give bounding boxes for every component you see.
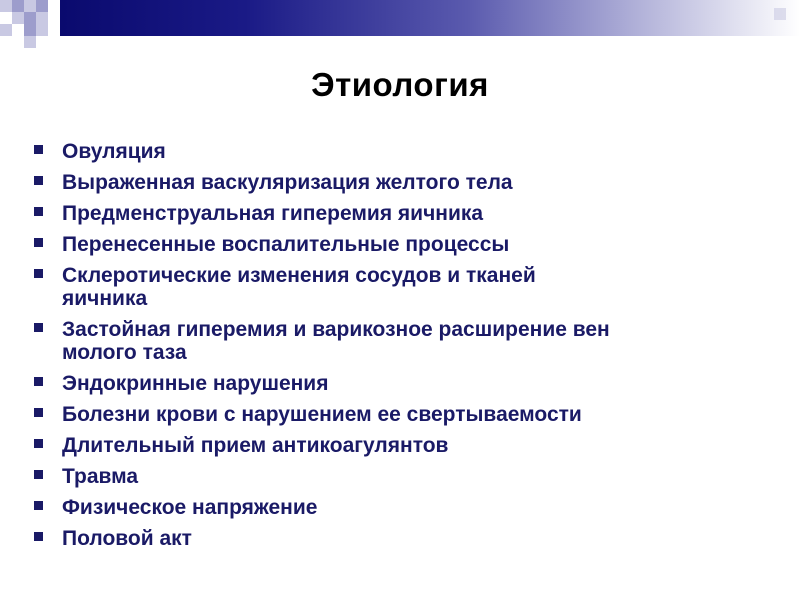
decorative-square [36, 24, 48, 36]
list-item [30, 264, 770, 310]
list-item-text: Половой акт [62, 527, 192, 550]
list-item [30, 527, 770, 550]
list-item [30, 465, 770, 488]
decorative-square [774, 8, 786, 20]
list-item-text: Предменструальная гиперемия яичника [62, 202, 484, 225]
list-item-text: Застойная гиперемия и варикозное расширение вен [62, 318, 610, 341]
decorative-square [36, 12, 48, 24]
etiology-list [30, 140, 770, 558]
list-item-text: Физическое напряжение [62, 496, 318, 519]
square-bullet-icon [34, 439, 43, 448]
list-item [30, 434, 770, 457]
list-item [30, 233, 770, 256]
square-bullet-icon [34, 323, 43, 332]
list-item [30, 318, 770, 364]
list-item [30, 372, 770, 395]
list-item-text: Перенесенные воспалительные процессы [62, 233, 510, 256]
list-item-text: Травма [62, 465, 139, 488]
list-item-text-continued: яичника [62, 287, 148, 310]
decorative-square [24, 12, 36, 24]
square-bullet-icon [34, 377, 43, 386]
list-item [30, 496, 770, 519]
square-bullet-icon [34, 501, 43, 510]
list-item-text-continued: молого таза [62, 341, 187, 364]
square-bullet-icon [34, 532, 43, 541]
decorative-square [0, 24, 12, 36]
decorative-square [36, 0, 48, 12]
list-item [30, 140, 770, 163]
decorative-square [24, 36, 36, 48]
decorative-square [0, 0, 12, 12]
square-bullet-icon [34, 207, 43, 216]
square-bullet-icon [34, 145, 43, 154]
square-bullet-icon [34, 238, 43, 247]
list-item [30, 403, 770, 426]
list-item-text: Выраженная васкуляризация желтого тела [62, 171, 513, 194]
decorative-square [24, 24, 36, 36]
header-gradient-bar [60, 0, 800, 36]
list-item-text: Длительный прием антикоагулянтов [62, 434, 449, 457]
list-item-text: Склеротические изменения сосудов и тканей [62, 264, 536, 287]
slide-title: Этиология [311, 66, 489, 103]
list-item [30, 202, 770, 225]
list-item-text: Овуляция [62, 140, 166, 163]
decorative-square [24, 0, 36, 12]
square-bullet-icon [34, 269, 43, 278]
list-item [30, 171, 770, 194]
decorative-square [12, 12, 24, 24]
square-bullet-icon [34, 408, 43, 417]
decorative-square [12, 0, 24, 12]
square-bullet-icon [34, 470, 43, 479]
square-bullet-icon [34, 176, 43, 185]
list-item-text: Эндокринные нарушения [62, 372, 329, 395]
list-item-text: Болезни крови с нарушением ее свертываемости [62, 403, 582, 426]
